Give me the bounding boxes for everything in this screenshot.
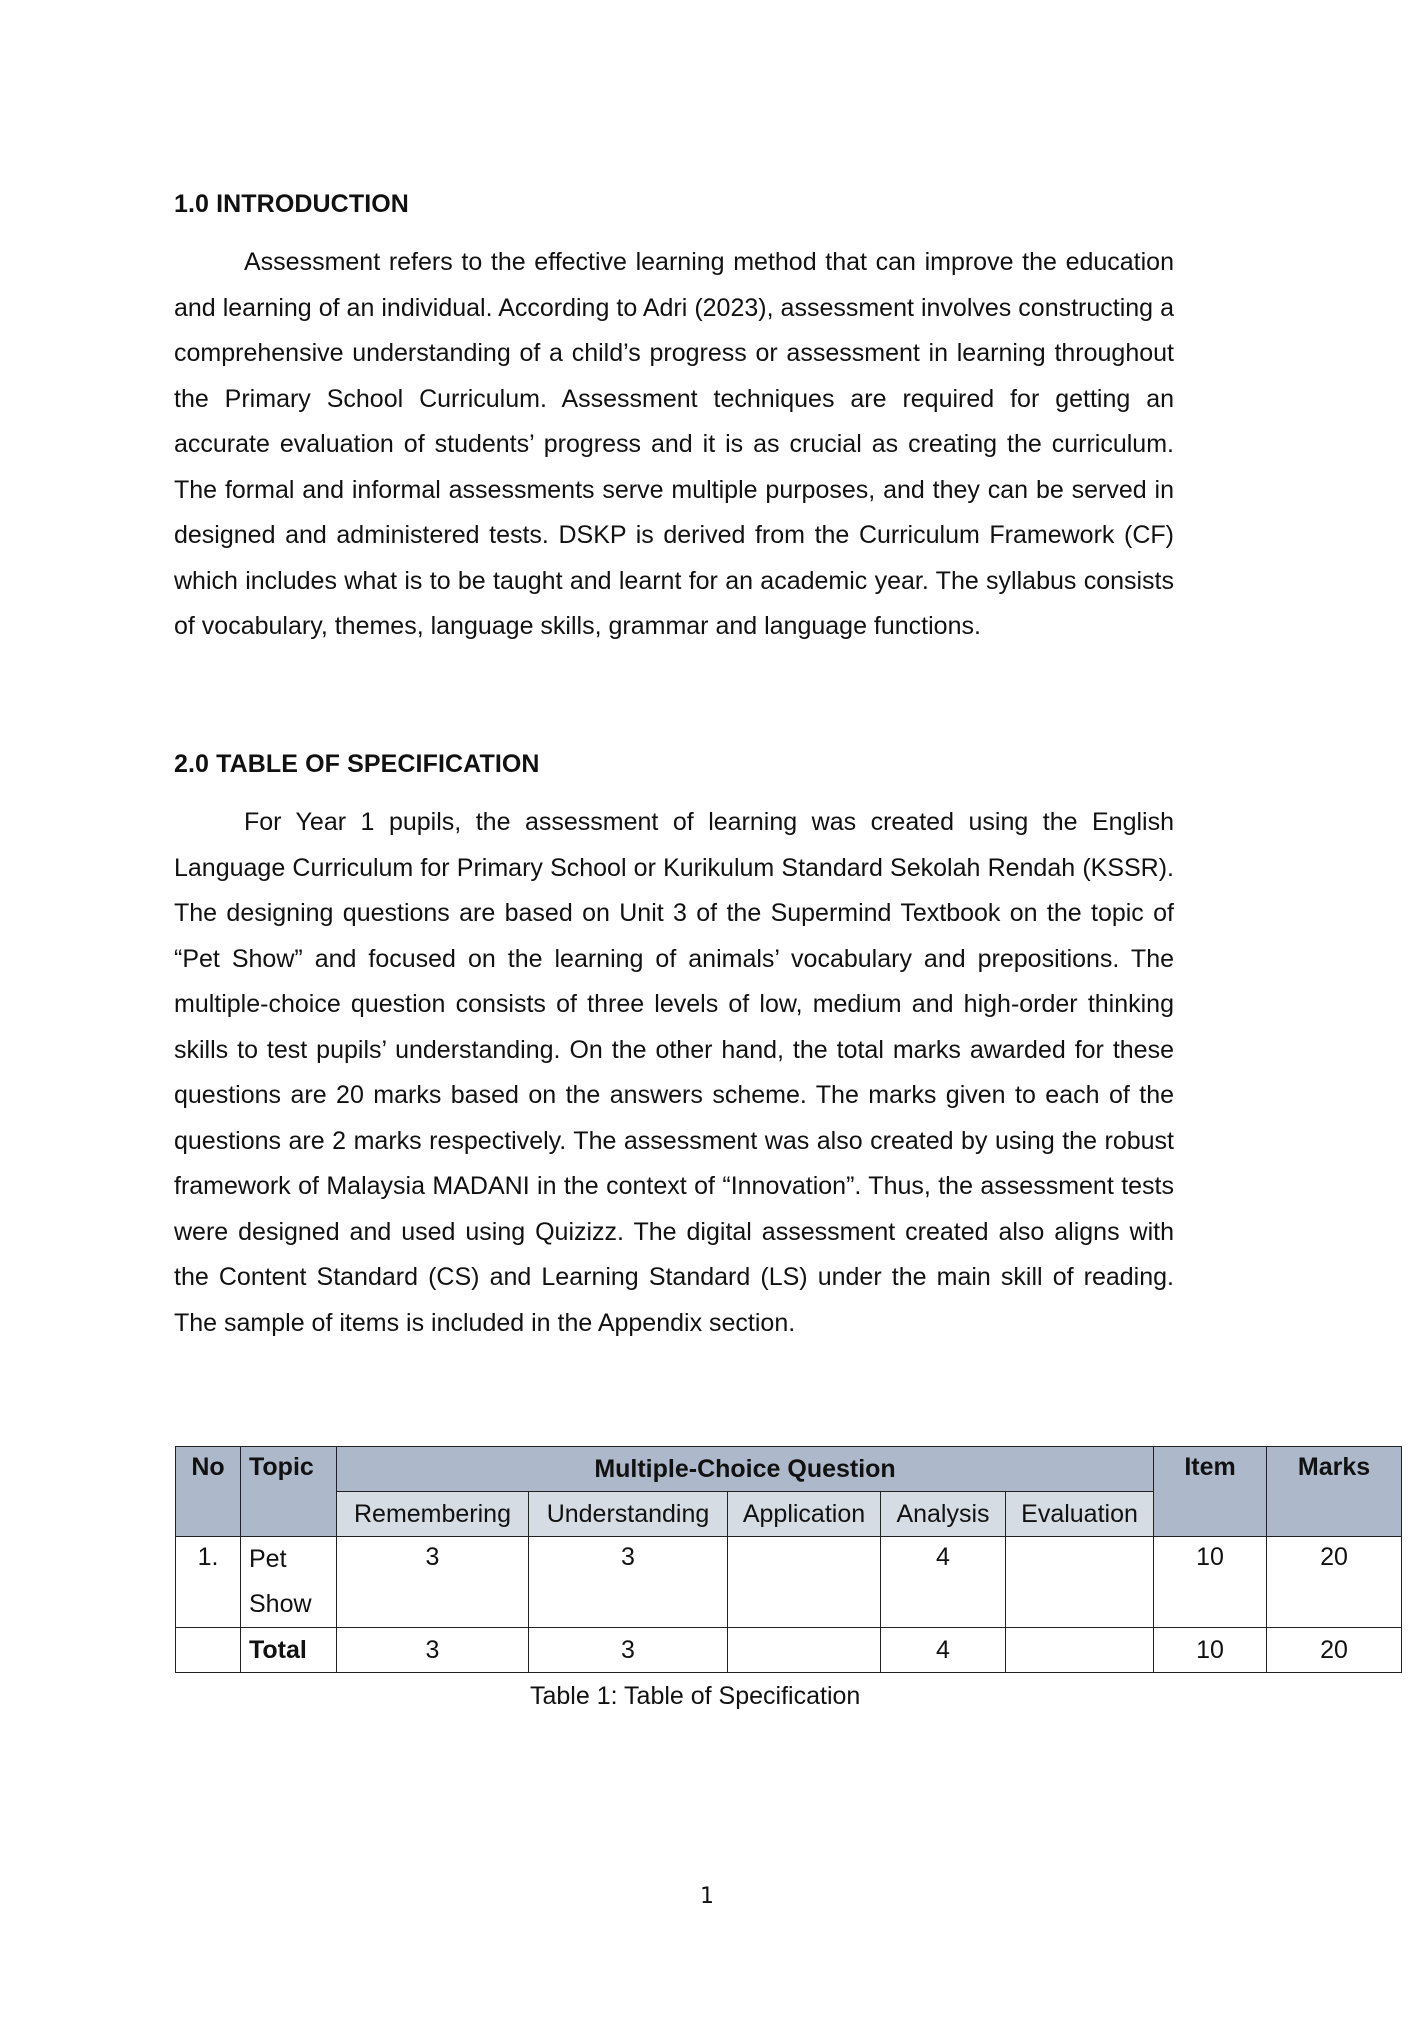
section-heading-table-of-specification: 2.0 TABLE OF SPECIFICATION [174, 750, 540, 778]
table-total-row [176, 1628, 1402, 1673]
header-understanding: Understanding [529, 1492, 728, 1537]
total-analysis: 4 [881, 1628, 1006, 1673]
total-remembering: 3 [337, 1628, 529, 1673]
total-no [176, 1628, 241, 1673]
header-analysis: Analysis [881, 1492, 1006, 1537]
specification-table [175, 1446, 1402, 1673]
row-topic-line1: Pet [249, 1545, 287, 1573]
table-caption: Table 1: Table of Specification [530, 1682, 861, 1710]
header-no: No [176, 1447, 241, 1537]
total-item: 10 [1154, 1628, 1267, 1673]
header-evaluation: Evaluation [1006, 1492, 1154, 1537]
row-evaluation [1006, 1537, 1154, 1628]
row-topic-line2: Show [249, 1590, 312, 1618]
row-no: 1. [176, 1537, 241, 1628]
row-remembering: 3 [337, 1537, 529, 1628]
total-application [728, 1628, 881, 1673]
header-multiple-choice-question: Multiple-Choice Question [337, 1447, 1154, 1492]
row-item: 10 [1154, 1537, 1267, 1628]
header-item: Item [1154, 1447, 1267, 1537]
row-analysis: 4 [881, 1537, 1006, 1628]
row-topic [241, 1537, 337, 1628]
row-marks: 20 [1267, 1537, 1402, 1628]
specification-paragraph: For Year 1 pupils, the assessment of learning was created using the English Language Curriculum for Primary School or Kurikulum Standard Sekolah Rendah (KSSR). The designing questions are based on Unit 3 of the Supermind Textbook on the topic of “Pet Show” and focused on the learning of animals’ vocabulary and prepositions. The multiple-choice question consists of three levels of low, medium and high-order thinking skills to test pupils’ understanding. On the other hand, the total marks awarded for these questions are 20 marks based on the answers scheme. The marks given to each of the questions are 2 marks respectively. The assessment was also created by using the robust framework of Malaysia MADANI in the context of “Innovation”. Thus, the assessment tests were designed and used using Quizizz. The digital assessment created also aligns with the Content Standard (CS) and Learning Standard (LS) under the main skill of reading. The sample of items is included in the Appendix section. [174, 808, 1174, 1337]
total-evaluation [1006, 1628, 1154, 1673]
page-number: 1 [700, 1884, 714, 1909]
header-application: Application [728, 1492, 881, 1537]
row-application [728, 1537, 881, 1628]
total-understanding: 3 [529, 1628, 728, 1673]
header-remembering: Remembering [337, 1492, 529, 1537]
total-marks: 20 [1267, 1628, 1402, 1673]
section-heading-introduction: 1.0 INTRODUCTION [174, 190, 409, 218]
table-row [176, 1537, 1402, 1628]
header-topic: Topic [241, 1447, 337, 1537]
table-header-row [176, 1447, 1402, 1492]
row-understanding: 3 [529, 1537, 728, 1628]
introduction-paragraph: Assessment refers to the effective learning method that can improve the education and learning of an individual. According to Adri (2023), assessment involves constructing a comprehensive understanding of a child’s progress or assessment in learning throughout the Primary School Curriculum. Assessment techniques are required for getting an accurate evaluation of students’ progress and it is as crucial as creating the curriculum. The formal and informal assessments serve multiple purposes, and they can be served in designed and administered tests. DSKP is derived from the Curriculum Framework (CF) which includes what is to be taught and learnt for an academic year. The syllabus consists of vocabulary, themes, language skills, grammar and language functions. [174, 248, 1174, 640]
header-marks: Marks [1267, 1447, 1402, 1537]
total-label: Total [241, 1628, 337, 1673]
